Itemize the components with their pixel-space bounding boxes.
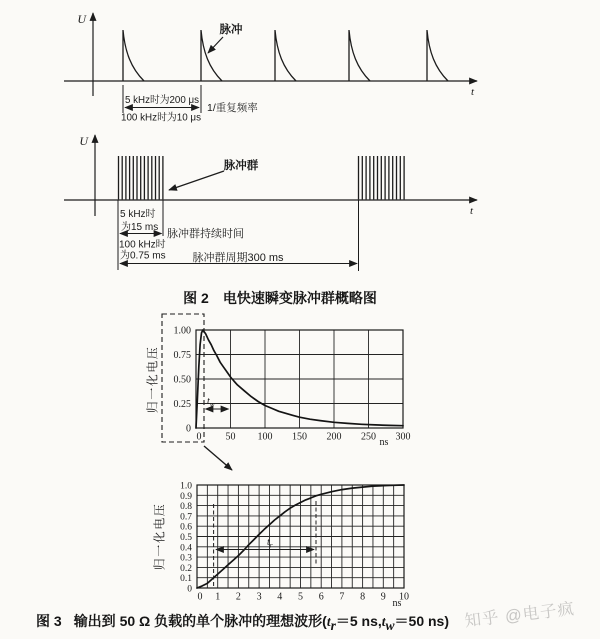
tw-label: $t_w$ — [207, 396, 215, 409]
pulse-waveform — [275, 30, 296, 81]
pulse-spacing-100khz: 100 kHz时为10 μs — [121, 112, 203, 124]
fig3-decay-chart — [162, 314, 411, 470]
pulse-y-axis-label: U — [77, 12, 86, 26]
x-tick-label: 1 — [215, 591, 221, 603]
x-tick-label: 4 — [277, 591, 283, 603]
x-tick-label: 0 — [196, 431, 202, 443]
figure3-caption-number: 图 3 — [36, 613, 62, 629]
x-tick-label: 6 — [318, 591, 324, 603]
pulse-shapes — [123, 30, 448, 81]
y-tick-label: 0.8 — [180, 502, 192, 513]
y-tick-label: 0 — [187, 584, 192, 595]
y-tick-label: 0.1 — [180, 574, 192, 585]
y-tick-label: 0.5 — [180, 533, 192, 543]
burst-period-label: 脉冲群周期300 ms — [192, 252, 284, 264]
fig2-burst-diagram — [64, 134, 477, 271]
burst-callout-arrow — [169, 171, 224, 190]
pulse-waveform — [427, 30, 448, 81]
y-tick-label: 0.25 — [173, 399, 191, 410]
x-tick-label: 0 — [197, 591, 203, 603]
burst-duration-label: 脉冲群持续时间 — [167, 228, 244, 240]
x-tick-label: 2 — [235, 591, 241, 603]
y-tick-label: 1.0 — [180, 481, 192, 492]
x-tick-label: 7 — [339, 591, 345, 603]
y-tick-label: 0.9 — [180, 491, 192, 502]
y-tick-label: 0.7 — [180, 512, 192, 523]
y-tick-label: 0.3 — [180, 553, 192, 564]
x-tick-label: 3 — [256, 591, 262, 603]
tr-label: $t_r$ — [267, 537, 273, 550]
rise-chart-plot — [180, 482, 409, 610]
y-tick-label: 0 — [186, 423, 191, 435]
pulse-waveform — [201, 30, 222, 81]
burst-dur-100khz-line2: 为0.75 ms — [120, 250, 166, 262]
figure2-caption: 图 2 电快速瞬变脉冲群概略图 — [183, 290, 377, 306]
pulse-callout-label: 脉冲 — [219, 24, 243, 36]
pulse-repetition-note: 1/重复频率 — [207, 102, 258, 114]
x-tick-label: 300 — [395, 431, 411, 443]
fig3-rise-chart — [180, 482, 409, 610]
y-tick-label: 0.75 — [173, 350, 191, 361]
burst-dur-5khz-line2: 为15 ms — [121, 222, 159, 233]
x-tick-label: 200 — [326, 431, 342, 443]
pulse-callout-arrow — [208, 37, 223, 53]
pulse-x-axis-label: t — [471, 86, 475, 98]
watermark: 知乎 @电子疯 — [463, 599, 576, 631]
y-tick-label: 0.4 — [180, 543, 192, 554]
x-tick-label: 50 — [225, 431, 236, 443]
burst-callout-label: 脉冲群 — [223, 160, 259, 172]
y-tick-label: 1.00 — [173, 325, 191, 337]
x-tick-label: 10 — [399, 591, 409, 603]
decay-chart-plot — [174, 326, 411, 449]
pulse-waveform — [123, 30, 144, 81]
figure3-caption-text: 输出到 50 Ω 负载的单个脉冲的理想波形( — [73, 613, 327, 629]
burst-line-groups — [119, 156, 405, 199]
pulse-spacing-5khz: 5 kHz时为200 μs — [125, 95, 201, 106]
burst-x-axis-label: t — [470, 205, 474, 217]
x-unit-label: ns — [392, 598, 402, 609]
y-tick-label: 0.6 — [180, 522, 192, 533]
x-tick-label: 5 — [298, 591, 303, 603]
pulse-waveform — [349, 30, 370, 81]
decay-chart-ylabel: 归一化电压 — [145, 345, 160, 414]
burst-dur-5khz-line1: 5 kHz时 — [120, 209, 156, 220]
x-tick-label: 150 — [292, 431, 307, 443]
rise-chart-ylabel: 归一化电压 — [152, 502, 167, 571]
x-tick-label: 9 — [380, 591, 386, 603]
burst-dur-100khz-line1: 100 kHz时 — [119, 239, 166, 251]
x-tick-label: 8 — [360, 591, 366, 603]
zoom-connector-arrow — [204, 446, 232, 470]
x-unit-label: ns — [379, 437, 389, 448]
y-tick-label: 0.2 — [180, 563, 192, 574]
fig2-pulse-train-diagram — [64, 12, 477, 124]
figure3-caption: 图 3 输出到 50 Ω 负载的单个脉冲的理想波形($t_r=5$ $ns,t_w=50$ ns) — [36, 613, 450, 633]
y-tick-label: 0.50 — [173, 374, 191, 386]
x-tick-label: 250 — [361, 431, 376, 443]
burst-y-axis-label: U — [79, 134, 88, 148]
x-tick-label: 100 — [257, 431, 273, 443]
